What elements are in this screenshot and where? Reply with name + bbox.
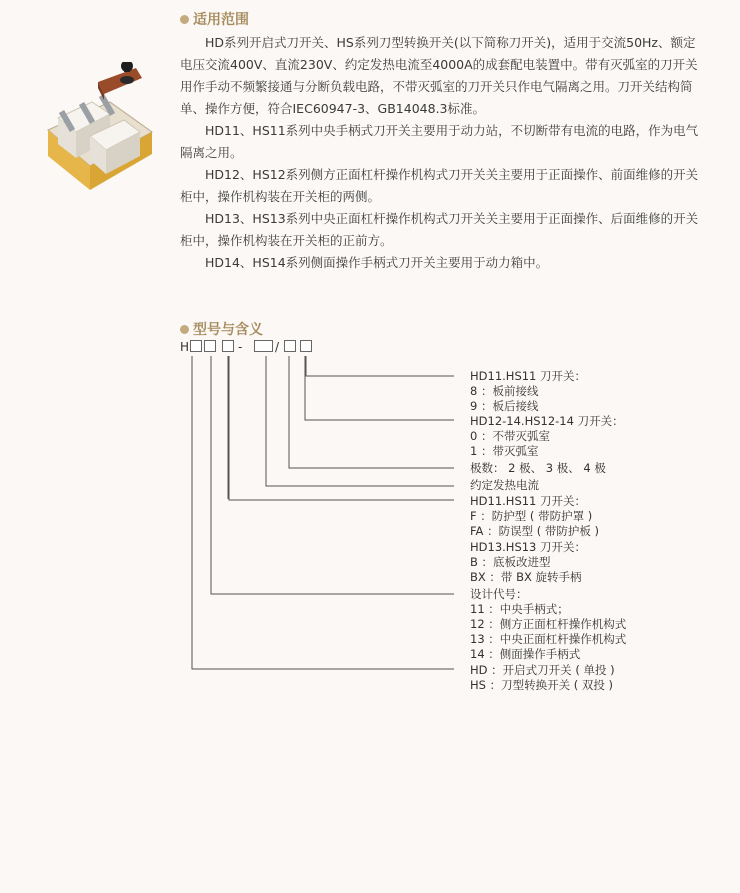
code-letter: H: [180, 340, 190, 354]
desc-line: 设计代号：: [470, 587, 528, 601]
desc-group-series: [470, 663, 615, 693]
desc-line: HD ：开启式刀开关 ( 单投 ): [470, 663, 615, 677]
desc-line: 8 ：板前接线: [470, 384, 539, 398]
desc-line: HD11.HS11 刀开关：: [470, 369, 587, 383]
desc-group-current: [470, 478, 539, 493]
paragraph: HD12、HS12系列侧方正面杠杆操作机构式刀开关关主要用于正面操作、前面维修的开关柜中，操作机构装在开关柜的两侧。: [180, 167, 699, 204]
paragraph: HD系列开启式刀开关、HS系列刀型转换开关(以下简称刀开关)，适用于交流50Hz、额定电压交流400V、直流230V、约定发热电流至4000A的成套配电装置中。带有灭弧室的刀开关用作手动不频繁接通与分断负载电路，不带灭弧室的刀开关只作电气隔离之用。刀开关结构简单、操作方便，符合IEC60947-3、GB14048.3标准。: [180, 35, 698, 116]
desc-line: 14 ：侧面操作手柄式: [470, 647, 581, 661]
section-title: 适用范围: [193, 12, 249, 28]
desc-group-arc: [470, 414, 624, 459]
desc-line: HD12-14.HS12-14 刀开关：: [470, 414, 624, 428]
desc-line: HS ：刀型转换开关 ( 双投 ): [470, 678, 614, 692]
desc-line: B ：底板改进型: [470, 555, 551, 569]
desc-group-base: [470, 540, 586, 585]
desc-line: 1 ：带灭弧室: [470, 444, 539, 458]
section-title: 型号与含义: [193, 322, 263, 338]
desc-line: 约定发热电流: [470, 478, 539, 492]
paragraph: HD14、HS14系列侧面操作手柄式刀开关主要用于动力箱中。: [205, 255, 549, 270]
desc-line: 11 ：中央手柄式；: [470, 602, 569, 616]
desc-line: HD11.HS11 刀开关：: [470, 494, 587, 508]
desc-line: HD13.HS13 刀开关：: [470, 540, 587, 554]
desc-line: 0 ：不带灭弧室: [470, 429, 550, 443]
desc-line: 极数： 2 极、 3 极、 4 极: [470, 461, 606, 475]
desc-group-protection: [470, 494, 599, 539]
code-slash: /: [275, 340, 280, 354]
desc-group-design-code: [470, 587, 626, 662]
paragraph: HD13、HS13系列中央正面杠杆操作机构式刀开关关主要用于正面操作、后面维修的开关柜中，操作机构装在开关柜的正前方。: [180, 211, 699, 248]
desc-line: BX ：带 BX 旋转手柄: [470, 570, 582, 584]
desc-line: F ：防护型 ( 带防护罩 ): [470, 509, 593, 523]
desc-line: 9 ：板后接线: [470, 399, 539, 413]
desc-group-wiring: [470, 369, 586, 414]
code-dash: -: [238, 340, 243, 354]
desc-line: 12 ：侧方正面杠杆操作机构式: [470, 617, 627, 631]
desc-line: FA ：防误型 ( 带防护板 ): [470, 524, 600, 538]
desc-line: 13 ：中央正面杠杆操作机构式: [470, 632, 627, 646]
desc-group-poles: [470, 461, 606, 476]
paragraph: HD11、HS11系列中央手柄式刀开关主要用于动力站，不切断带有电流的电路，作为电气隔离之用。: [180, 123, 699, 160]
